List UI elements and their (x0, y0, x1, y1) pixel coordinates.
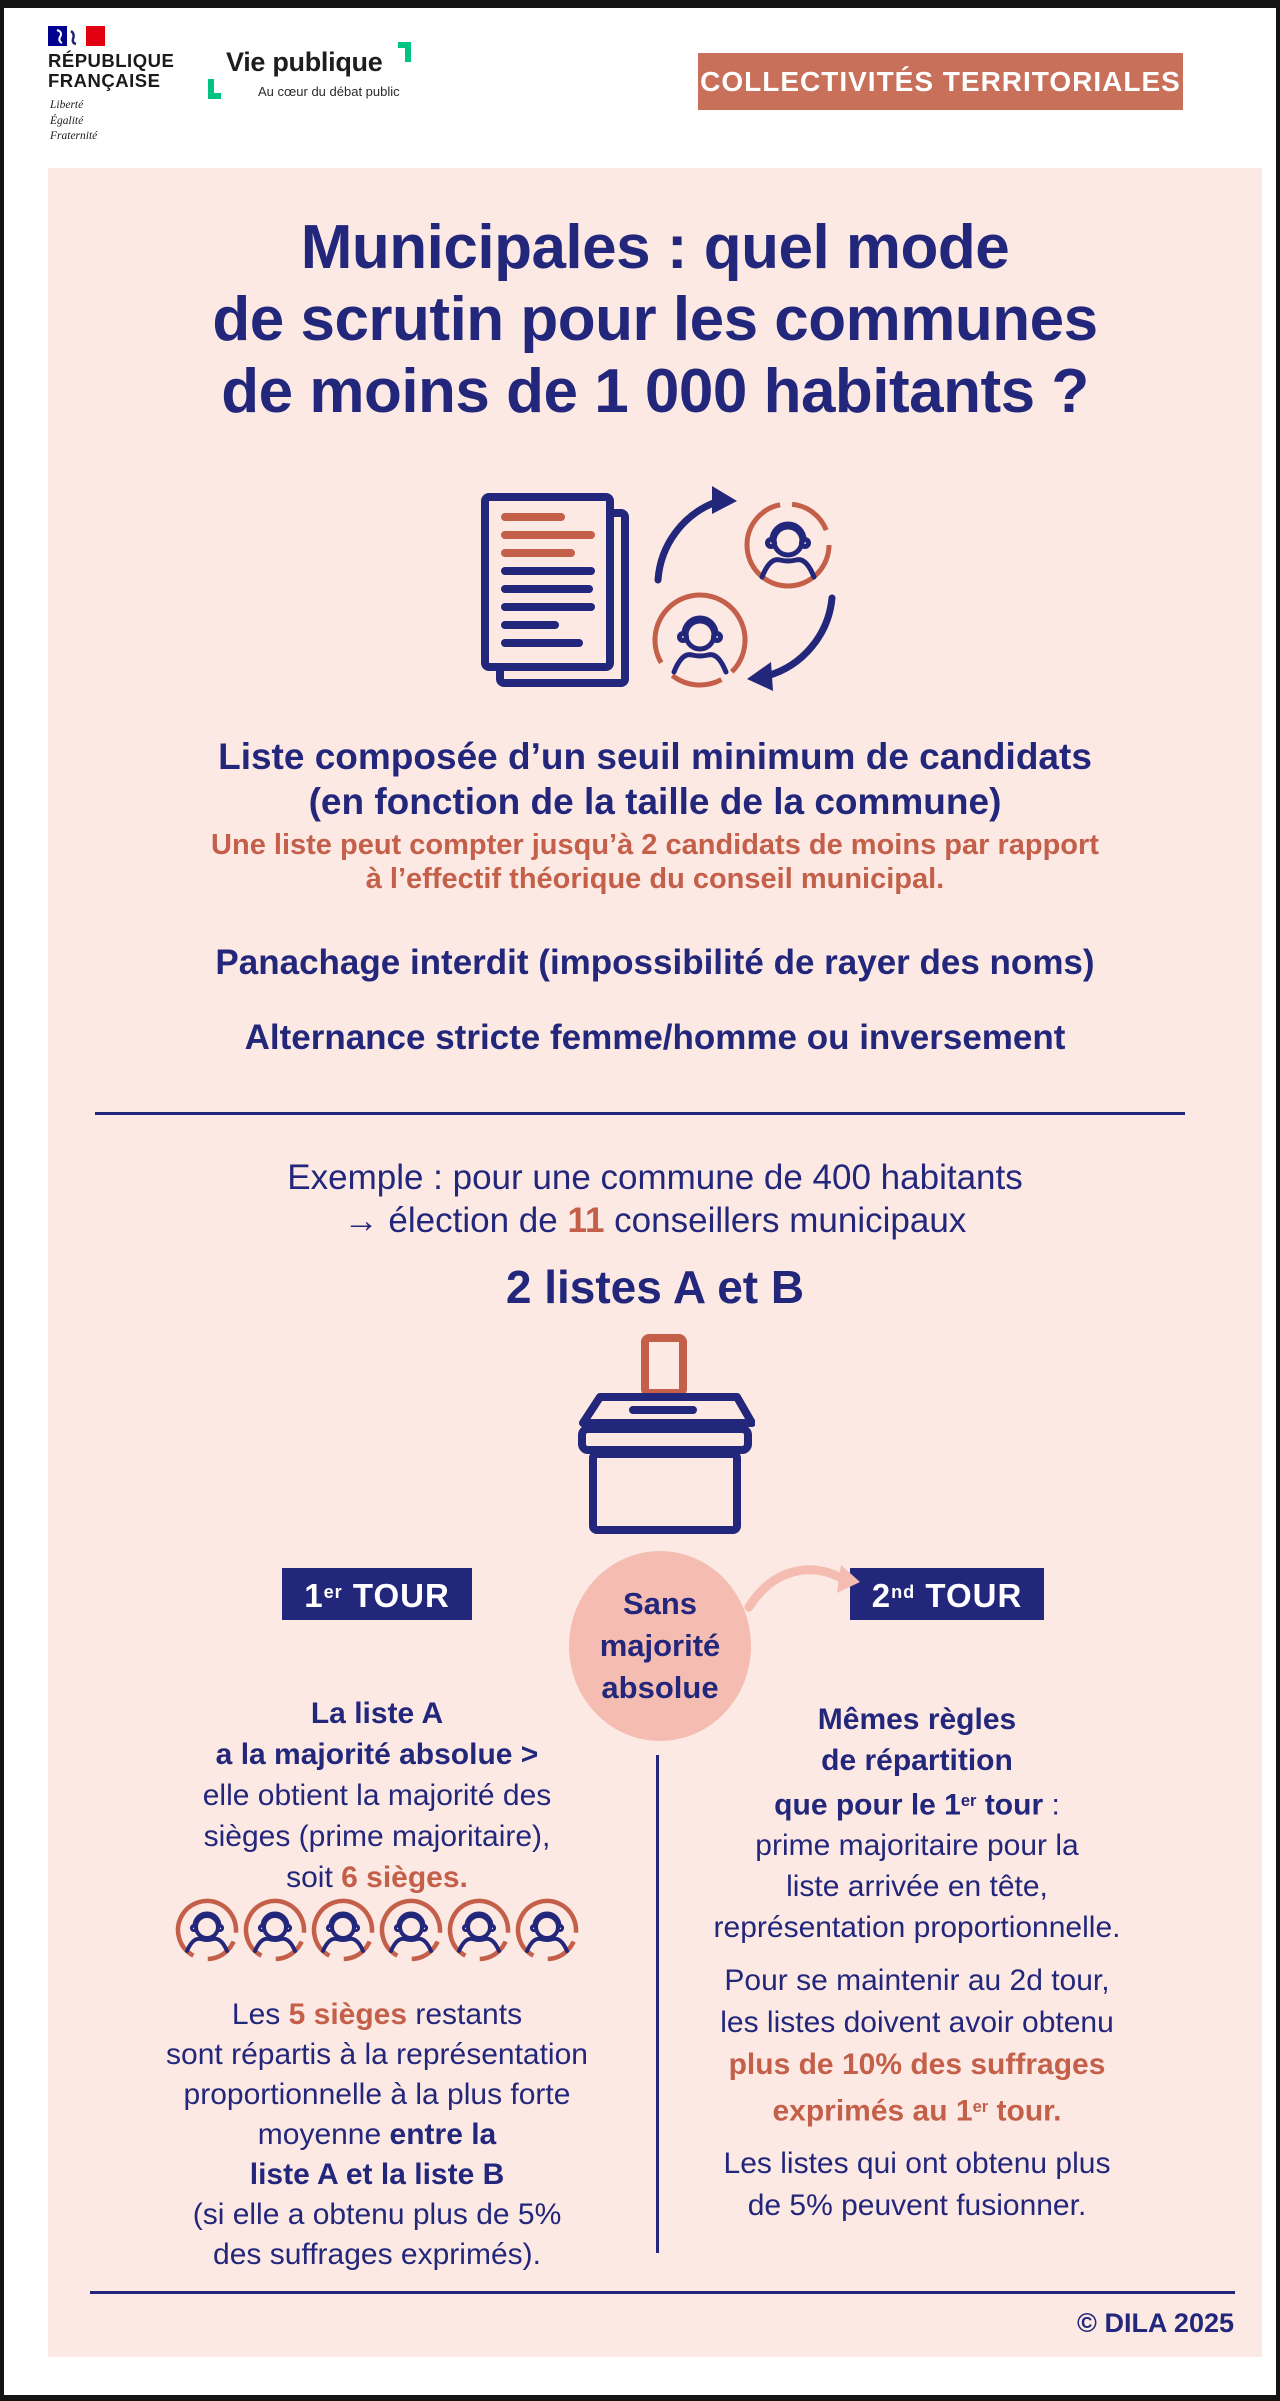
council-seat-icon (377, 1896, 445, 1964)
council-seat-icon (309, 1896, 377, 1964)
council-seat-icon (173, 1896, 241, 1964)
council-seat-icon (513, 1896, 581, 1964)
rule-alternance: Alternance stricte femme/homme ou inversement (244, 1018, 1066, 1057)
rule-heading-line: Liste composée d’un seuil minimum de candidats (218, 736, 1092, 777)
no-majority-line: majorité (599, 1628, 721, 1663)
first-round-column (117, 1563, 637, 2275)
no-majority-bubble (569, 1551, 751, 1741)
rf-line1: RÉPUBLIQUE (48, 50, 175, 71)
page-title (48, 212, 1262, 428)
motto-egalite: Égalité (50, 114, 84, 127)
title-line: Municipales : quel mode (300, 213, 1010, 282)
rule-heading-line: (en fonction de la taille de la commune) (308, 781, 1002, 822)
council-seat-icon (241, 1896, 309, 1964)
council-seats-row (117, 1896, 637, 1964)
rf-motto (50, 98, 97, 145)
second-round-rules-text: Mêmes règles de répartition que pour le 1er tour : prime majoritaire pour la liste arrivée en tête, représentation proportionnelle. (713, 1703, 1121, 1945)
vie-publique-tagline: Au cœur du débat public (258, 84, 400, 99)
topic-badge: COLLECTIVITÉS TERRITORIALES (698, 53, 1183, 110)
candidate-list-icon (460, 480, 850, 695)
first-round-badge: 1er TOUR (282, 1568, 472, 1620)
two-lists-heading: 2 listes A et B (505, 1261, 805, 1313)
council-seat-icon (445, 1896, 513, 1964)
ballot-box-icon (575, 1328, 755, 1540)
marianne-flag-icon (48, 26, 105, 46)
no-majority-line: Sans (622, 1586, 698, 1621)
alternation-arrows-icon (639, 486, 832, 695)
title-line: de moins de 1 000 habitants ? (221, 357, 1089, 426)
divider (95, 1112, 1185, 1115)
no-majority-arrow-icon (743, 1555, 863, 1617)
example-line1: Exemple : pour une commune de 400 habitants (287, 1158, 1023, 1197)
first-round-text: La liste A a la majorité absolue > elle obtient la majorité des sièges (prime majoritaire), soit 6 sièges. (202, 1697, 552, 1895)
infographic-card (48, 168, 1262, 2357)
ballot-paper-icon (645, 1338, 683, 1393)
second-round-badge: 2nd TOUR (850, 1568, 1045, 1620)
vie-publique-logo: Vie publique (226, 47, 383, 77)
no-majority-line: absolue (601, 1670, 719, 1705)
copyright: © DILA 2025 (1077, 2308, 1234, 2338)
rule-list-heading (48, 734, 1262, 824)
rule-note-line: Une liste peut compter jusqu’à 2 candidats de moins par rapport (211, 829, 1099, 861)
rule-panachage: Panachage interdit (impossibilité de rayer des noms) (215, 943, 1095, 982)
vie-publique-brackets-icon (208, 79, 221, 99)
example-block (48, 1156, 1262, 1242)
rule-list-note (48, 828, 1262, 896)
rule-note-line: à l’effectif théorique du conseil municipal. (365, 863, 945, 895)
divider (90, 2291, 1235, 2294)
example-line2: → élection de 11 conseillers municipaux (343, 1201, 967, 1240)
fusion-threshold-text: Les listes qui ont obtenu plus de 5% peuvent fusionner. (723, 2146, 1111, 2222)
remaining-seats-text: Les 5 sièges restants sont répartis à la représentation proportionnelle à la plus forte moyenne entre la liste A et la liste B (si elle a obtenu plus de 5% des suffrages exprimés). (166, 1998, 588, 2272)
rf-line2: FRANÇAISE (48, 70, 161, 91)
maintain-threshold-text: Pour se maintenir au 2d tour, les listes doivent avoir obtenu plus de 10% des suffrages exprimés au 1er tour. (720, 1964, 1114, 2128)
motto-liberte: Liberté (50, 99, 84, 111)
vie-publique-brackets-icon (398, 42, 411, 62)
motto-fraternite: Fraternité (50, 130, 98, 142)
republique-francaise-logo (48, 51, 174, 91)
title-line: de scrutin pour les communes (212, 285, 1098, 354)
